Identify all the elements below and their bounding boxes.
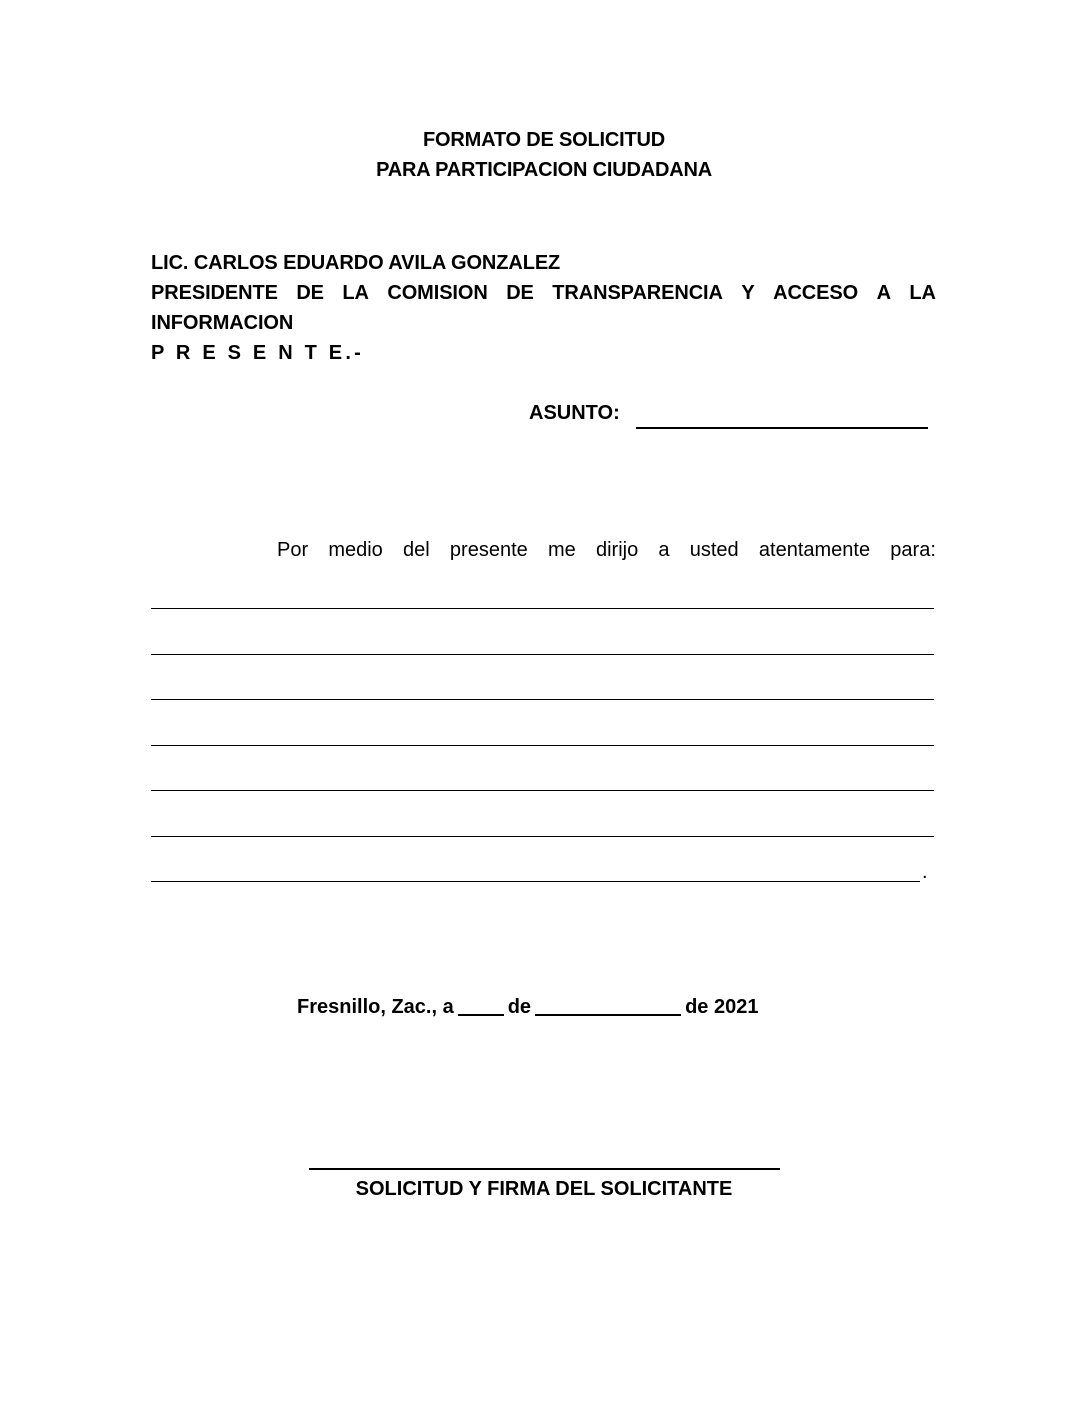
body-blank-line-last[interactable] (151, 881, 920, 882)
body-blank-line[interactable] (151, 745, 934, 746)
date-year: de 2021 (685, 996, 759, 1018)
body-blank-line[interactable] (151, 654, 934, 655)
intro-word: a (658, 539, 670, 561)
intro-word: del (403, 539, 430, 561)
role-word: LA (342, 282, 369, 304)
signature-label: SOLICITUD Y FIRMA DEL SOLICITANTE (355, 1178, 733, 1200)
role-word: PRESIDENTE (151, 282, 278, 304)
date-line (297, 994, 758, 1019)
addressee-role-line-1 (151, 282, 936, 305)
intro-word: medio (328, 539, 383, 561)
intro-word: atentamente (758, 539, 871, 561)
role-word: LA (909, 282, 936, 304)
subject-blank-line[interactable] (636, 427, 928, 429)
intro-sentence (277, 539, 936, 562)
intro-word: Por (277, 539, 309, 561)
body-closing-period: . (922, 861, 928, 883)
month-blank[interactable] (535, 994, 681, 1016)
presente-salutation: P R E S E N T E.- (151, 342, 364, 364)
intro-word: usted (689, 539, 739, 561)
addressee-role-line-2: INFORMACION (151, 312, 294, 334)
addressee-name: LIC. CARLOS EDUARDO AVILA GONZALEZ (151, 252, 561, 274)
signature-line[interactable] (309, 1168, 780, 1170)
body-blank-line[interactable] (151, 836, 934, 837)
document-title-line-2: PARA PARTICIPACION CIUDADANA (376, 159, 712, 181)
role-word: TRANSPARENCIA (552, 282, 723, 304)
intro-word: presente (449, 539, 528, 561)
role-word: Y (741, 282, 755, 304)
role-word: DE (296, 282, 324, 304)
role-word: ACCESO (773, 282, 859, 304)
subject-label: ASUNTO: (529, 402, 620, 424)
role-word: A (876, 282, 891, 304)
document-title-line-1: FORMATO DE SOLICITUD (423, 129, 665, 151)
intro-word: me (547, 539, 576, 561)
role-word: COMISION (387, 282, 488, 304)
day-blank[interactable] (458, 994, 504, 1016)
role-word: DE (506, 282, 534, 304)
body-blank-line[interactable] (151, 790, 934, 791)
body-blank-line[interactable] (151, 608, 934, 609)
body-blank-line[interactable] (151, 699, 934, 700)
date-de: de (507, 996, 532, 1018)
date-place: Fresnillo, Zac., a (297, 996, 454, 1018)
intro-word: para: (890, 539, 936, 561)
intro-word: dirijo (595, 539, 639, 561)
